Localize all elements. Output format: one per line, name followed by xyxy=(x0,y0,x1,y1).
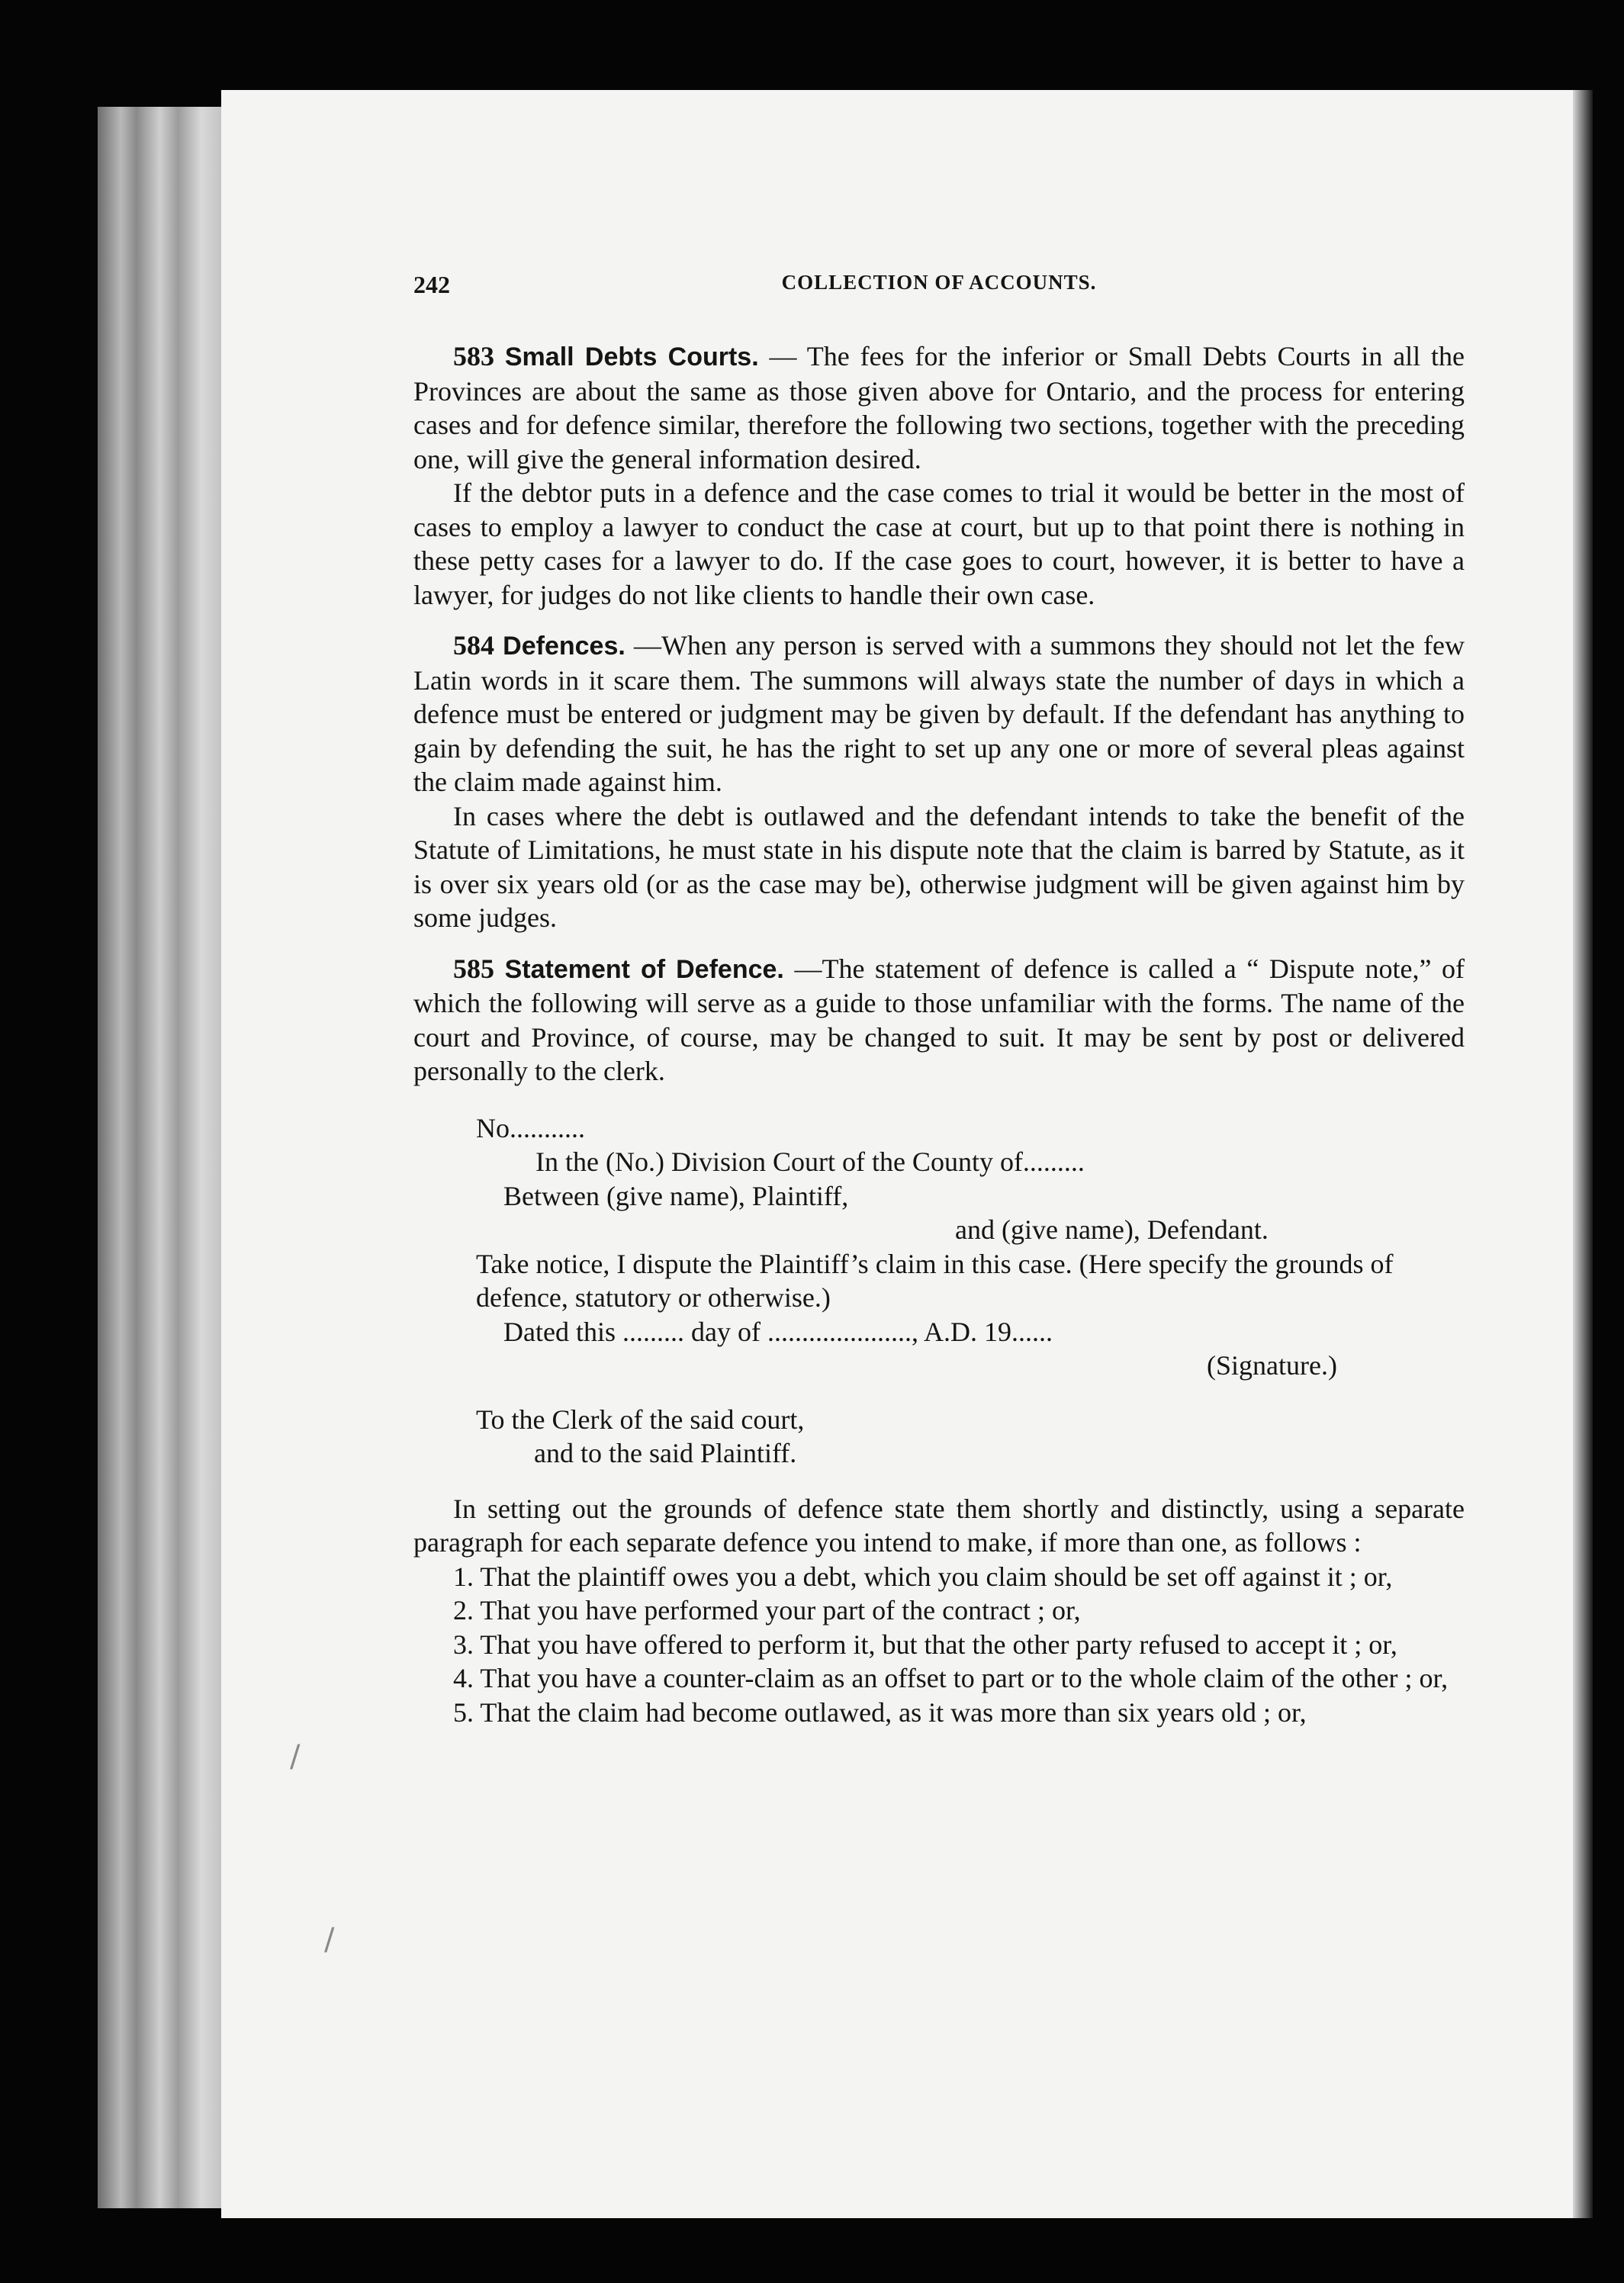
section-number: 584 xyxy=(453,630,494,661)
section-number: 583 xyxy=(453,341,494,371)
section-text: —When any person is served with a summons they should not let the few Latin words in it scare them. The summons will always state the number of days in which a defence must be entered or judgment may be given by default. If the defendant has anything to gain by defending the suit, he has the right to set up any one or more of several pleas against the claim made against him. xyxy=(413,630,1465,797)
section-text: — The fees for the inferior or Small Debts Courts in all the Provinces are about the same as those given above for Ontario, and the process for entering cases and for defence similar, therefore the following two sections, together with the preceding one, will give the general information desired. xyxy=(413,341,1465,474)
body-paragraph: If the debtor puts in a defence and the case comes to trial it would be better in the most of cases to employ a lawyer to conduct the case at court, but up to that point there is nothing in these petty cases for a lawyer to do. If the case goes to court, however, it is better to have a lawyer, for judges do not like clients to handle their own case. xyxy=(413,478,1465,610)
book-page-edges xyxy=(98,107,227,2208)
list-item: 5. That the claim had become outlawed, as it was more than six years old ; or, xyxy=(453,1696,1307,1728)
page-number: 242 xyxy=(413,271,450,298)
section-heading: Defences. xyxy=(503,632,625,661)
section-heading: Statement of Defence. xyxy=(504,954,784,984)
section-number: 585 xyxy=(453,953,494,984)
dispute-note-form xyxy=(413,1111,1465,1471)
margin-pencil-mark: / xyxy=(290,1739,301,1774)
running-head xyxy=(413,271,1465,309)
form-plaintiff-line: Between (give name), Plaintiff, xyxy=(503,1180,849,1211)
form-defendant-line: and (give name), Defendant. xyxy=(955,1214,1269,1245)
section-585-paragraph xyxy=(413,952,1465,1088)
form-number-line: No........... xyxy=(476,1112,585,1143)
running-title: COLLECTION OF ACCOUNTS. xyxy=(781,271,1097,294)
body-paragraph: In cases where the debt is outlawed and the defendant intends to take the benefit of the Statute of Limitations, he must state in his dispute note that the claim is barred by Statute, as it is over six years old (or as the case may be), otherwise judgment will be given against him by some judges. xyxy=(413,800,1465,933)
form-date-line: Dated this ......... day of ....................., A.D. 19...... xyxy=(503,1316,1053,1347)
form-court-line: In the (No.) Division Court of the County of......... xyxy=(535,1146,1085,1177)
form-addressee-line: To the Clerk of the said court, xyxy=(476,1404,805,1435)
section-584-paragraph xyxy=(413,629,1465,799)
list-item: 3. That you have offered to perform it, but that the other party refused to accept it ; or, xyxy=(453,1629,1397,1660)
page-text xyxy=(413,271,1465,1729)
book-gutter-shadow xyxy=(1573,90,1593,2218)
section-583-paragraph xyxy=(413,339,1465,476)
list-item: 1. That the plaintiff owes you a debt, which you claim should be set off against it ; or, xyxy=(453,1561,1393,1592)
list-item: 4. That you have a counter-claim as an offset to part or to the whole claim of the other ; or, xyxy=(453,1663,1449,1693)
grounds-intro: In setting out the grounds of defence state them shortly and distinctly, using a separate paragraph for each separate defence you intend to make, if more than one, as follows : xyxy=(413,1493,1465,1558)
form-notice-text: Take notice, I dispute the Plaintiff’s claim in this case. (Here specify the grounds of defence, statutory or otherwise.) xyxy=(476,1248,1394,1313)
form-signature: (Signature.) xyxy=(1207,1350,1337,1381)
form-addressee-line: and to the said Plaintiff. xyxy=(534,1438,797,1468)
section-text: —The statement of defence is called a “ Dispute note,” of which the following will serve as a guide to those unfamiliar with the forms. The name of the court and Province, of course, may be changed to suit. It may be sent by post or delivered personally to the clerk. xyxy=(413,953,1465,1086)
section-heading: Small Debts Courts. xyxy=(504,342,759,371)
list-item: 2. That you have performed your part of the contract ; or, xyxy=(453,1595,1081,1625)
margin-pencil-mark: / xyxy=(324,1922,335,1957)
